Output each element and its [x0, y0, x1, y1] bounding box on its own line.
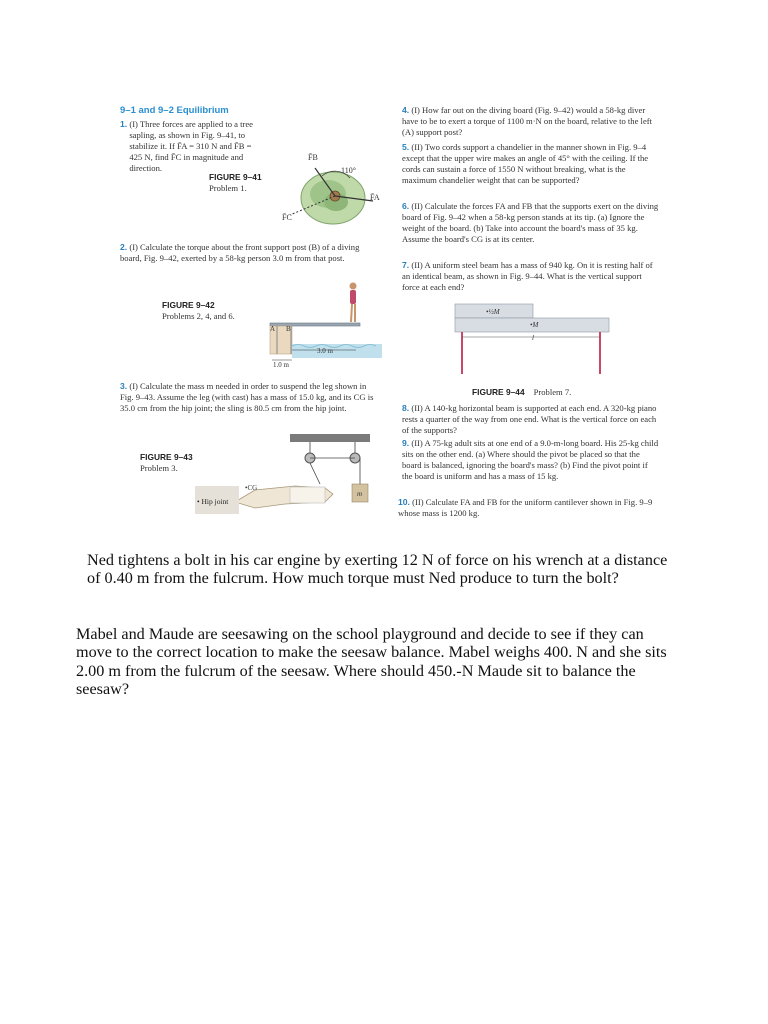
distance-1m-label: 1.0 m — [273, 361, 289, 368]
question-torque — [87, 551, 682, 588]
problem-number: 7. — [402, 260, 410, 270]
figure-9-41-diagram — [278, 148, 388, 233]
problem-text: (II) A 75-kg adult sits at one end of a 9.0-m-long board. His 25-kg child sits on the other end. (a) Where should the pivot be placed so that the board is balanced, ignoring the board's mass? (b) Find the pivot point if the board is uniform and has a mass of 15 kg. — [402, 438, 659, 481]
problem-number: 10. — [398, 497, 410, 507]
problem-text: (I) Three forces are applied to a tree sapling, as shown in Fig. 9–41, to stabilize it. If F̄A = 310 N and F̄B = 425 N, find F̄C in magnitude and direction. — [129, 119, 253, 173]
problem-number: 9. — [402, 438, 410, 448]
figure-9-43-caption: Problem 3. — [140, 463, 178, 473]
figure-9-41-title: FIGURE 9–41 — [209, 172, 262, 182]
problem-text: (II) A 140-kg horizontal beam is supported at each end. A 320-kg piano rests a quarter of the way from one end. What is the vertical force on each of the supports? — [402, 403, 657, 435]
problem-number: 5. — [402, 142, 410, 152]
problem-7 — [402, 260, 660, 293]
problem-5 — [402, 142, 660, 186]
force-c-label: F̄C — [282, 213, 292, 222]
figure-9-42-title: FIGURE 9–42 — [162, 300, 215, 310]
mass-label: m — [357, 490, 363, 498]
figure-9-43-title: FIGURE 9–43 — [140, 452, 193, 462]
problem-10 — [398, 497, 660, 519]
problem-number: 1. — [120, 119, 128, 129]
question-seesaw-text: Mabel and Maude are seesawing on the school playground and decide to see if they can move to the correct location to make the seesaw balance. Mabel weighs 400. N and she sits 2.00 m from the fulcrum of the seesaw. Where should 450.-N Maude sit to balance the seesaw? — [76, 625, 667, 698]
problem-text: (II) A uniform steel beam has a mass of 940 kg. On it is resting half of an identical beam, as shown in Fig. 9–44. What is the vertical support force at each end? — [402, 260, 653, 292]
question-torque-text: Ned tightens a bolt in his car engine by exerting 12 N of force on his wrench at a distance of 0.40 m from the fulcrum. How much torque must Ned produce to turn the bolt? — [87, 551, 668, 588]
problem-text: (I) Calculate the mass m needed in order to suspend the leg shown in Fig. 9–43. Assume the leg (with cast) has a mass of 15.0 kg, and its CG is 35.0 cm from the hip joint; the sling is 80.5 cm from the hip joint. — [120, 381, 374, 413]
problem-number: 4. — [402, 105, 410, 115]
support-b-label: B — [286, 325, 291, 333]
problem-4 — [402, 105, 660, 138]
half-mass-label: •½M — [486, 308, 500, 316]
figure-9-42-caption: Problems 2, 4, and 6. — [162, 311, 235, 321]
figure-9-42-diagram — [260, 280, 385, 368]
force-b-label: F̄B — [308, 153, 318, 162]
problem-9 — [402, 438, 660, 482]
support-a-label: A — [270, 325, 276, 333]
figure-9-43-diagram — [195, 432, 380, 514]
mass-label: •M — [530, 321, 539, 329]
problem-6 — [402, 201, 660, 245]
problem-text: (II) Calculate the forces FA and FB that the supports exert on the diving board of Fig. 9–42 when a 58-kg person stands at its tip. (a) Ignore the weight of the board. (b) Take into account the board's mass of 35 kg. Assume the board's CG is at its center. — [402, 201, 659, 244]
hip-joint-label: • Hip joint — [197, 497, 229, 506]
problem-text: (II) Two cords support a chandelier in the manner shown in Fig. 9–4 except that the upper wire makes an angle of 45° with the ceiling. If the cords can sustain a force of 1550 N without breaking, what is the maximum chandelier weight that can be supported? — [402, 142, 649, 185]
problem-number: 3. — [120, 381, 128, 391]
problem-number: 8. — [402, 403, 410, 413]
length-label: l — [532, 334, 534, 342]
angle-label: 110° — [341, 166, 356, 175]
force-a-label: F̄A — [370, 193, 380, 202]
problem-8 — [402, 403, 660, 436]
problem-text: (I) How far out on the diving board (Fig. 9–42) would a 58-kg diver have to be to exert a torque of 1100 m·N on the board, relative to the left (A) support post? — [402, 105, 653, 137]
cg-label: •CG — [245, 484, 258, 492]
figure-9-44-heading — [472, 382, 571, 400]
figure-9-44-diagram — [450, 298, 615, 378]
figure-9-44-caption: Problem 7. — [533, 387, 572, 397]
section-title: 9–1 and 9–2 Equilibrium — [120, 105, 229, 116]
problem-number: 2. — [120, 242, 128, 252]
question-seesaw — [76, 625, 676, 698]
problem-text: (I) Calculate the torque about the front support post (B) of a diving board, Fig. 9–42, exerted by a 58-kg person 3.0 m from that post. — [120, 242, 360, 263]
figure-9-44-title: FIGURE 9–44 — [472, 387, 525, 397]
figure-9-41-caption: Problem 1. — [209, 183, 247, 193]
problem-2 — [120, 242, 382, 264]
distance-3m-label: 3.0 m — [317, 347, 333, 355]
problem-text: (II) Calculate FA and FB for the uniform cantilever shown in Fig. 9–9 whose mass is 1200 kg. — [398, 497, 653, 518]
problem-3 — [120, 381, 382, 414]
problem-number: 6. — [402, 201, 410, 211]
